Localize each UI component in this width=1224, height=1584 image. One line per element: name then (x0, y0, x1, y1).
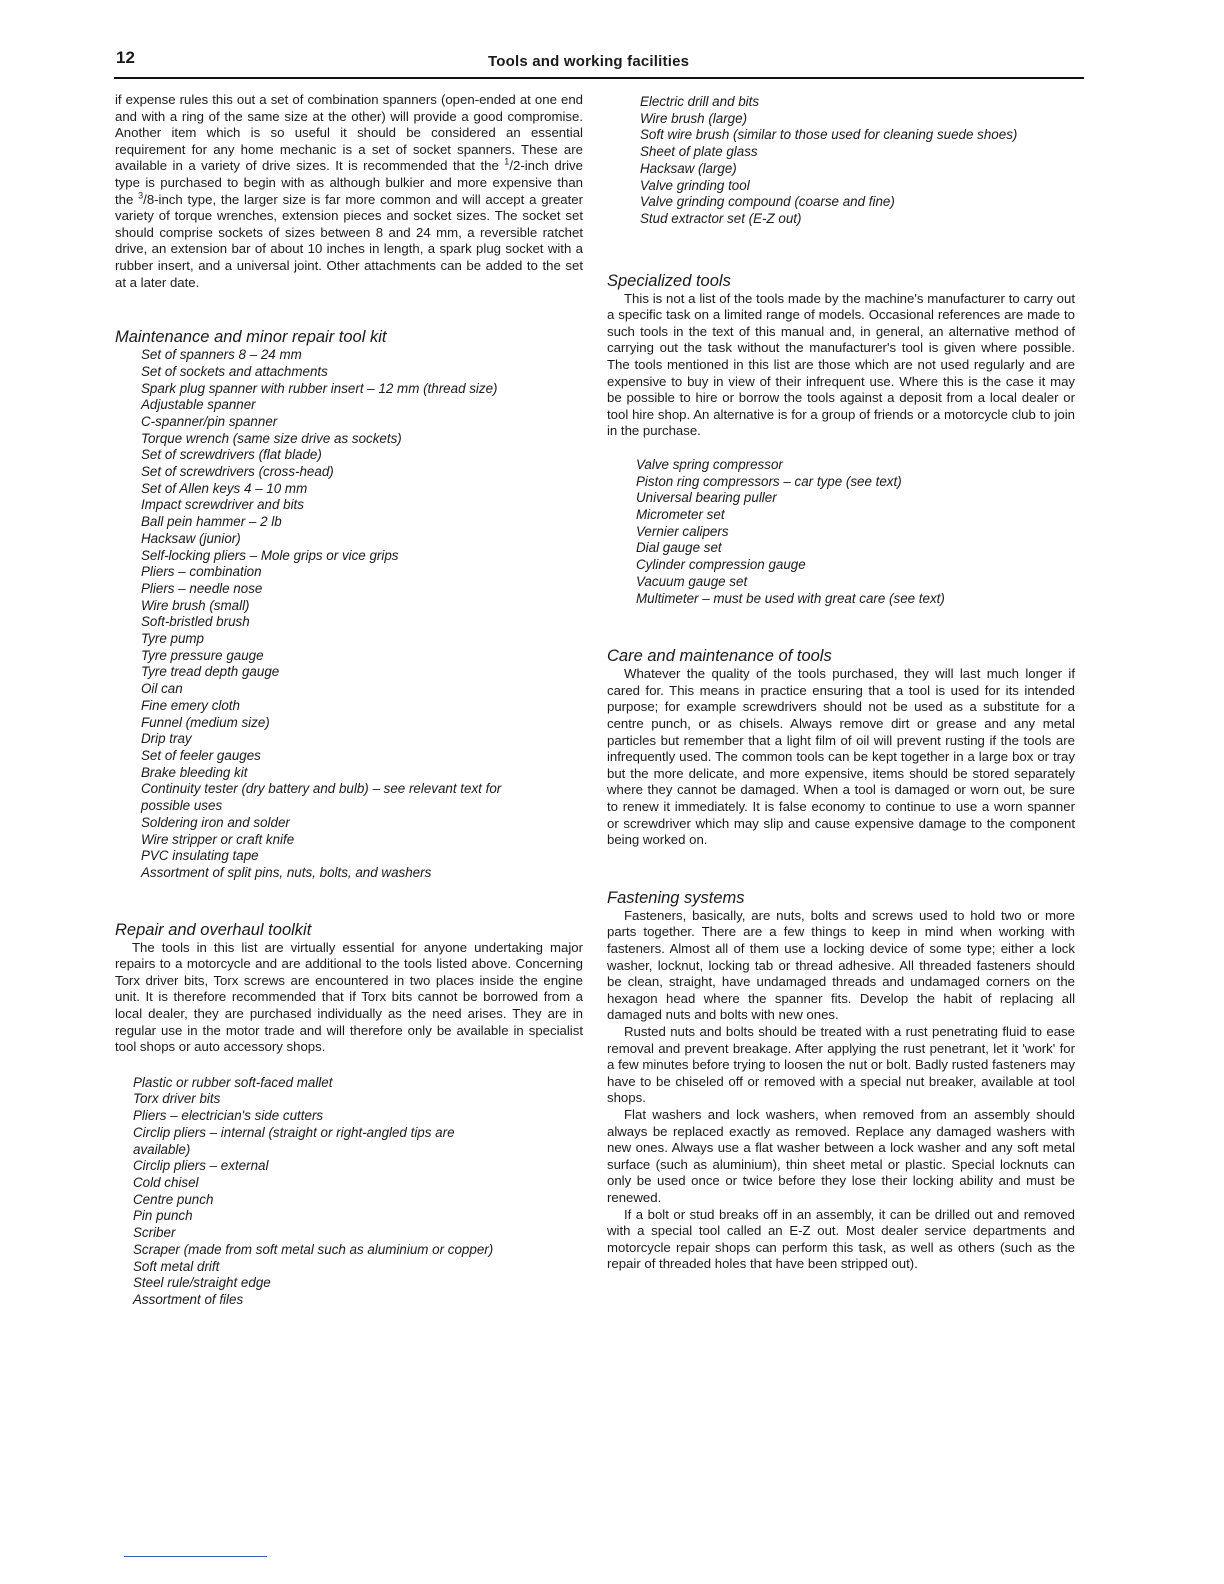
maintenance-tool-list (141, 347, 583, 882)
tool-item: Pin punch (133, 1208, 193, 1224)
tool-item: Soft metal drift (133, 1258, 220, 1274)
intro-paragraph (115, 92, 583, 291)
tool-item: Set of sockets and attachments (141, 363, 328, 379)
care-paragraph: Whatever the quality of the tools purchased, they will last much longer if cared for. This means in practice ensuring that a tool is used for its intended purpose; for example screwdrivers should not be used as a substitute for a centre punch, or as chisels. Always remove dirt or grease and any metal particles but remember that a light film of oil will prevent rusting if the tools are infrequently used. The common tools can be kept together in a large box or tray but the more delicate, and more expensive, items should be stored separately where they cannot be damaged. When a tool is damaged or worn out, be sure to renew it immediately. It is false economy to continue to use a worn spanner or screwdriver which may slip and cause expensive damage to the component being worked on. (607, 666, 1075, 848)
tool-item: Steel rule/straight edge (133, 1275, 271, 1291)
tool-item: Set of screwdrivers (cross-head) (141, 464, 334, 480)
tool-item: Tyre pressure gauge (141, 647, 264, 663)
tool-item: Valve grinding compound (coarse and fine) (640, 194, 895, 210)
left-column (115, 92, 583, 1309)
fastening-paragraph: Flat washers and lock washers, when removed from an assembly should always be replaced exactly as removed. Replace any damaged washers with new ones. Always use a flat washer between a lock washer and any soft metal surface (such as aluminium), thin sheet metal or plastic. Special locknuts can only be used once or twice before they lose their locking ability and must be renewed. (607, 1106, 1075, 1205)
tool-item: Micrometer set (636, 507, 725, 523)
tool-item: Drip tray (141, 731, 192, 747)
tool-item: Spark plug spanner with rubber insert – 12 mm (thread size) (141, 380, 498, 396)
section-heading-repair: Repair and overhaul toolkit (115, 920, 312, 939)
tool-item: Impact screwdriver and bits (141, 497, 304, 513)
fraction-numerator: 1 (504, 156, 510, 167)
header-rule (114, 77, 1084, 79)
intro-text-2: -inch drive type is purchased to begin with as although bulkier and more expensive than the (115, 158, 583, 207)
tool-item: Hacksaw (large) (640, 160, 737, 176)
tool-item: Pliers – needle nose (141, 580, 263, 596)
tool-item: Hacksaw (junior) (141, 530, 241, 546)
running-title: Tools and working facilities (488, 53, 690, 70)
section-heading-fastening: Fastening systems (607, 888, 745, 907)
page-number: 12 (116, 48, 135, 67)
tool-item: Universal bearing puller (636, 490, 777, 506)
fraction-denominator: /2 (509, 158, 521, 174)
repair-tool-list-continued (640, 94, 1075, 228)
tool-item: Wire brush (small) (141, 597, 250, 613)
tool-item: Circlip pliers – external (133, 1158, 269, 1174)
tool-item: Scriber (133, 1225, 176, 1241)
tool-item: Pliers – combination (141, 564, 262, 580)
section-heading-specialized: Specialized tools (607, 271, 731, 290)
tool-item: Cylinder compression gauge (636, 557, 806, 573)
tool-item: Vernier calipers (636, 523, 729, 539)
tool-item: Scraper (made from soft metal such as aluminium or copper) (133, 1241, 494, 1257)
tool-item: Fine emery cloth (141, 697, 240, 713)
tool-item: Continuity tester (dry battery and bulb) – see relevant text for possible uses (141, 781, 502, 814)
tool-item: Funnel (medium size) (141, 714, 270, 730)
repair-tool-list (133, 1075, 583, 1309)
section-heading-care: Care and maintenance of tools (607, 647, 832, 666)
tool-item: Brake bleeding kit (141, 764, 248, 780)
right-column (607, 94, 1075, 1273)
tool-item: Centre punch (133, 1191, 214, 1207)
tool-item: Ball pein hammer – 2 lb (141, 514, 282, 530)
section-heading-maintenance: Maintenance and minor repair tool kit (115, 328, 387, 347)
tool-item: Cold chisel (133, 1175, 199, 1190)
tool-item: Assortment of files (133, 1291, 244, 1307)
fraction-numerator: 3 (138, 190, 144, 201)
tool-item: Circlip pliers – internal (straight or right-angled tips are available) (133, 1124, 455, 1157)
tool-item: Dial gauge set (636, 540, 722, 556)
tool-item: Tyre pump (141, 631, 205, 647)
tool-item: Soft wire brush (similar to those used for cleaning suede shoes) (640, 127, 1018, 143)
tool-item: Piston ring compressors – car type (see text) (636, 473, 902, 489)
specialized-tool-list (636, 457, 1075, 607)
tool-item: Multimeter – must be used with great care (see text) (636, 590, 945, 606)
tool-item: Sheet of plate glass (640, 144, 758, 160)
tool-item: Torque wrench (same size drive as sockets) (141, 430, 402, 446)
intro-text-1: if expense rules this out a set of combination spanners (open-ended at one end and with a ring of the same size at the other) will provide a good compromise. Another item which is so useful it should be considered an essential requirement for any home mechanic is a set of socket spanners. These are available in a variety of drive sizes. It is recommended that the (115, 92, 583, 174)
tool-item: Set of spanners 8 – 24 mm (141, 347, 302, 363)
tool-item: Torx driver bits (133, 1091, 221, 1107)
tool-item: Assortment of split pins, nuts, bolts, and washers (141, 864, 432, 880)
tool-item: Wire stripper or craft knife (141, 831, 295, 847)
tool-item: C-spanner/pin spanner (141, 413, 278, 429)
tool-item: Soft-bristled brush (141, 614, 250, 630)
tool-item: Vacuum gauge set (636, 573, 748, 589)
specialized-paragraph: This is not a list of the tools made by the machine's manufacturer to carry out a specific task on a limited range of models. Occasional references are made to such tools in the text of this manual and, in general, an alternative method of carrying out the task without the manufacturer's tool is given where possible. The tools mentioned in this list are those which are not used regularly and are expensive to buy in view of their infrequent use. Where this is the case it may be possible to hire or borrow the tools against a deposit from a local dealer or tool hire shop. An alternative is for a group of friends or a motorcycle club to join in the purchase. (607, 290, 1075, 439)
tool-item: Set of feeler gauges (141, 748, 261, 763)
tool-item: Soldering iron and solder (141, 814, 290, 830)
tool-item: Adjustable spanner (141, 397, 256, 413)
repair-paragraph: The tools in this list are virtually essential for anyone undertaking major repairs to a motorcycle and are additional to the tools listed above. Concerning Torx driver bits, Torx screws are encountered in two places inside the engine unit. It is therefore recommended that if Torx bits cannot be borrowed from a local dealer, they are purchased individually as the need arises. They are in regular use in the motor trade and will therefore only be available in specialist tool shops or auto accessory shops. (115, 939, 583, 1055)
tool-item: Oil can (141, 681, 183, 697)
fraction-denominator: /8 (143, 191, 155, 207)
tool-item: Pliers – electrician's side cutters (133, 1108, 324, 1124)
tool-item: Stud extractor set (E-Z out) (640, 210, 802, 226)
tool-item: Plastic or rubber soft-faced mallet (133, 1074, 333, 1090)
tool-item: Set of Allen keys 4 – 10 mm (141, 480, 308, 496)
tool-item: Electric drill and bits (640, 94, 760, 109)
tool-item: Set of screwdrivers (flat blade) (141, 447, 322, 463)
tool-item: Valve grinding tool (640, 177, 750, 193)
fastening-paragraph: Fasteners, basically, are nuts, bolts and screws used to hold two or more parts together. There are a few things to keep in mind when working with fasteners. Almost all of them use a locking device of some type; either a lock washer, locknut, locking tab or thread adhesive. All threaded fasteners should be clean, straight, have undamaged threads and undamaged corners on the hexagon head where the spanner fits. Develop the habit of replacing all damaged nuts and bolts with new ones. (607, 907, 1075, 1023)
tool-item: Self-locking pliers – Mole grips or vice grips (141, 547, 399, 563)
tool-item: Tyre tread depth gauge (141, 664, 280, 680)
footer-rule (124, 1556, 267, 1557)
fastening-paragraph: Rusted nuts and bolts should be treated with a rust penetrating fluid to ease removal and prevent breakage. After applying the rust penetrant, let it 'work' for a few minutes before trying to loosen the nut or bolt. Badly rusted fasteners may have to be chiseled off or removed with a special nut breaker, available at tool shops. (607, 1023, 1075, 1106)
tool-item: PVC insulating tape (141, 848, 259, 864)
tool-item: Wire brush (large) (640, 110, 748, 126)
tool-item: Valve spring compressor (636, 456, 783, 472)
fastening-paragraph: If a bolt or stud breaks off in an assembly, it can be drilled out and removed with a special tool called an E-Z out. Most dealer service departments and motorcycle repair shops can perform this task, as well as others (such as the repair of threaded holes that have been stripped out). (607, 1206, 1075, 1272)
intro-text-3: -inch type, the larger size is far more common and will accept a greater variety of torque wrenches, extension pieces and socket sizes. The socket set should comprise sockets of sizes between 8 and 24 mm, a reversible ratchet drive, an extension bar of about 10 inches in length, a spark plug socket with a rubber insert, and a universal joint. Other attachments can be added to the set at a later date. (115, 191, 584, 290)
